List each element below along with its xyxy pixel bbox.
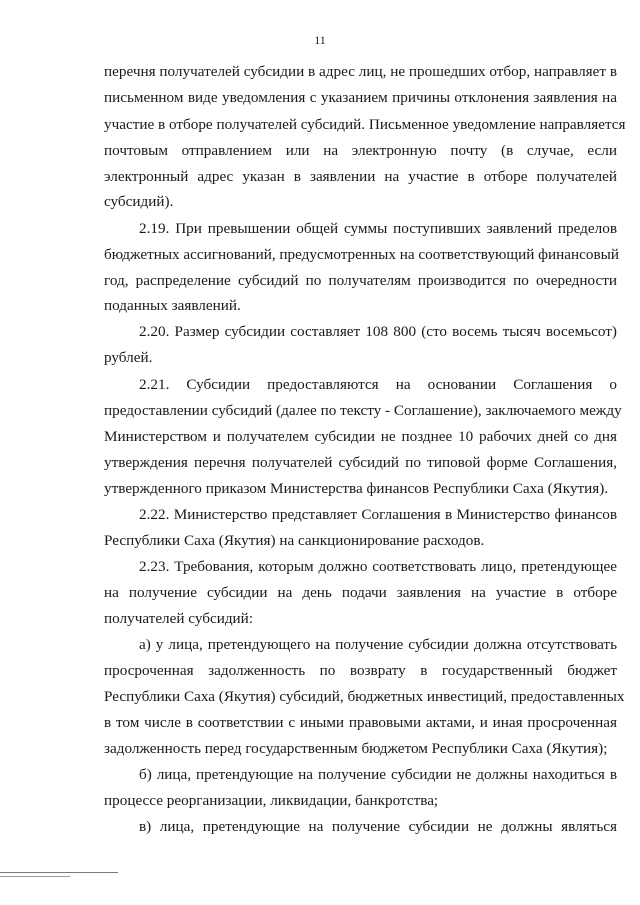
text-line: утвержденного приказом Министерства финансов Республики Саха (Якутия). bbox=[104, 480, 609, 497]
text-line: в том числе в соответствии с иными правовыми актами, и иная просроченная bbox=[104, 714, 617, 731]
text-line: участие в отборе получателей субсидий. Письменное уведомление направляется bbox=[104, 116, 626, 133]
paragraph-2-21-first-line: 2.21. Субсидии предоставляются на основании Соглашения о bbox=[139, 376, 617, 393]
paragraph-2-22-first-line: 2.22. Министерство представляет Соглашения в Министерство финансов bbox=[139, 506, 617, 523]
text-line: письменном виде уведомления с указанием причины отклонения заявления на bbox=[104, 89, 617, 106]
text-line: почтовым отправлением или на электронную почту (в случае, если bbox=[104, 142, 617, 159]
item-b-first-line: б) лица, претендующие на получение субсидии не должны находиться в bbox=[139, 766, 617, 783]
text-line: субсидий). bbox=[104, 193, 174, 210]
text-line: Республики Саха (Якутия) субсидий, бюджетных инвестиций, предоставленных bbox=[104, 688, 625, 705]
paragraph-2-20-first-line: 2.20. Размер субсидии составляет 108 800 (сто восемь тысяч восемьсот) bbox=[139, 323, 617, 340]
text-line: поданных заявлений. bbox=[104, 297, 241, 314]
text-line: предоставлении субсидий (далее по тексту - Соглашение), заключаемого между bbox=[104, 402, 622, 419]
text-line: Министерством и получателем субсидии не позднее 10 рабочих дней со дня bbox=[104, 428, 617, 445]
paragraph-2-23-first-line: 2.23. Требования, которым должно соответствовать лицо, претендующее bbox=[139, 558, 617, 575]
text-line: Республики Саха (Якутия) на санкционирование расходов. bbox=[104, 532, 485, 549]
text-line: задолженность перед государственным бюджетом Республики Саха (Якутия); bbox=[104, 740, 608, 757]
text-line: на получение субсидии на день подачи заявления на участие в отборе bbox=[104, 584, 617, 601]
text-line: бюджетных ассигнований, предусмотренных на соответствующий финансовый bbox=[104, 246, 619, 263]
footer-rule bbox=[0, 872, 118, 873]
text-line: перечня получателей субсидии в адрес лиц, не прошедших отбор, направляет в bbox=[104, 63, 617, 80]
text-line: год, распределение субсидий по получателям производится по очередности bbox=[104, 272, 617, 289]
text-line: получателей субсидий: bbox=[104, 610, 254, 627]
text-line: электронный адрес указан в заявлении на участие в отборе получателей bbox=[104, 168, 617, 185]
item-a-first-line: а) у лица, претендующего на получение субсидии должна отсутствовать bbox=[139, 636, 617, 653]
item-v-first-line: в) лица, претендующие на получение субсидии не должны являться bbox=[139, 818, 617, 835]
text-line: рублей. bbox=[104, 349, 153, 366]
paragraph-2-19-first-line: 2.19. При превышении общей суммы поступивших заявлений пределов bbox=[139, 220, 617, 237]
footer-rule-secondary bbox=[0, 876, 70, 877]
text-line: утверждения перечня получателей субсидий по типовой форме Соглашения, bbox=[104, 454, 617, 471]
text-line: процессе реорганизации, ликвидации, банкротства; bbox=[104, 792, 439, 809]
page-number: 11 bbox=[314, 33, 326, 47]
text-line: просроченная задолженность по возврату в государственный бюджет bbox=[104, 662, 617, 679]
